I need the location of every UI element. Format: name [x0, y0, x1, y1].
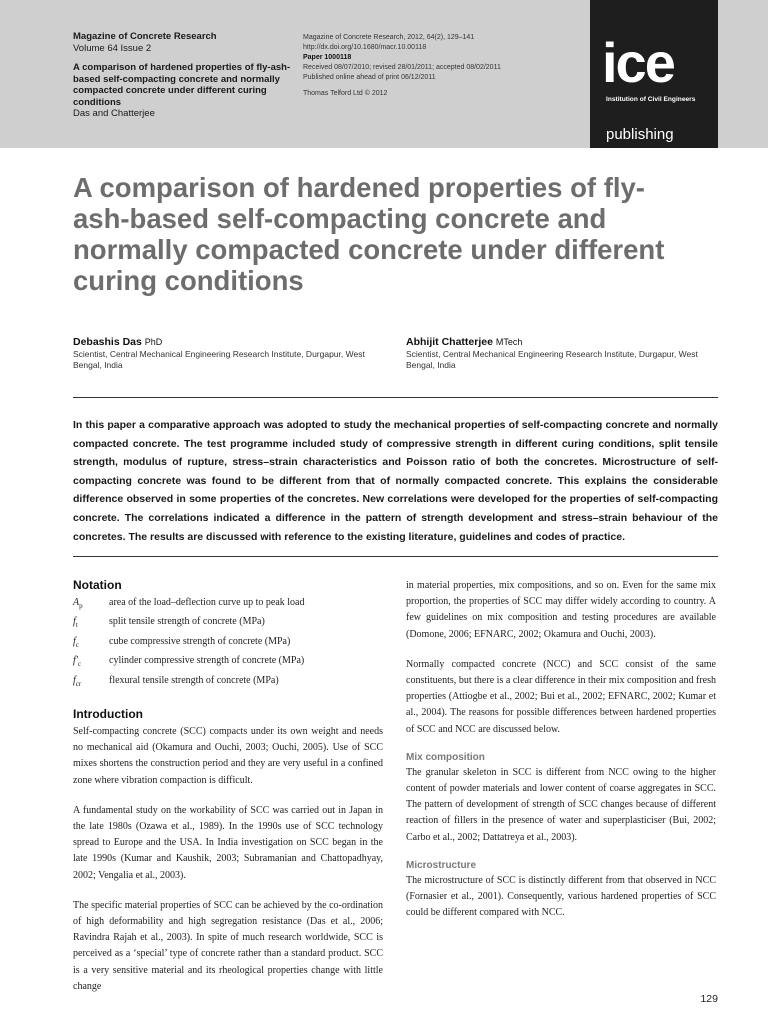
- paper-number: Paper 1000118: [303, 54, 352, 61]
- notation-row: [73, 653, 383, 672]
- notation-desc: flexural tensile strength of concrete (MPa): [109, 674, 279, 686]
- notation-symbol: $f_t$: [73, 616, 78, 630]
- abstract-bottom-rule: [73, 556, 718, 557]
- author-affiliation: Scientist, Central Mechanical Engineering Research Institute, Durgapur, West Bengal, India: [406, 349, 698, 370]
- notation-symbol: $f'_c$: [73, 655, 82, 669]
- page-number: 129: [700, 993, 718, 1005]
- notation-desc: cube compressive strength of concrete (MPa): [109, 635, 291, 647]
- notation-row: [73, 595, 383, 614]
- notation-row: [73, 673, 383, 692]
- mix-composition-heading: Mix composition: [406, 751, 485, 763]
- running-authors: Das and Chatterjee: [73, 108, 155, 119]
- copyright: Thomas Telford Ltd © 2012: [303, 90, 388, 97]
- microstructure-heading: Microstructure: [406, 859, 477, 871]
- notation-row: [73, 634, 383, 653]
- notation-row: [73, 614, 383, 633]
- notation-desc: area of the load–deflection curve up to peak load: [109, 597, 305, 608]
- notation-list: [73, 595, 383, 692]
- logo-publishing: publishing: [606, 126, 674, 143]
- body-paragraph: Normally compacted concrete (NCC) and SCC consist of the same constituents, but there is a clear difference in their mix composition and fresh properties (Attiogbe et al., 2002; Bui et al., 2002; EFNARC, 2002; Kumar et al., 2004). The reasons for possible differences between hardened properties of SCC and NCC are discussed below.: [406, 658, 716, 735]
- ice-publishing-logo: [590, 0, 718, 148]
- logo-word: ice: [602, 31, 674, 94]
- body-paragraph: in material properties, mix compositions, and so on. Even for the same mix proportion, the properties of SCC may differ widely according to country. A few guidelines on mix composition and testing procedures are available (Domone, 2006; EFNARC, 2002; Okamura and Ouchi, 2003).: [406, 580, 716, 640]
- header-band: [0, 0, 768, 148]
- author-1: [73, 336, 383, 371]
- notation-heading: Notation: [73, 578, 122, 592]
- author-name: Abhijit Chatterjee: [406, 336, 493, 348]
- notation-symbol: $A_p$: [73, 597, 83, 610]
- abstract: In this paper a comparative approach was adopted to study the mechanical properties of self-compacting concrete and normally compacted concrete. The test programme included study of compressive strength in different curing conditions, split tensile strength, modulus of rupture, stress–strain characteristics and Poisson ratio of both the concretes. Microstructure of self-compacting concrete was found to be different from that of normally compacted concrete. This explains the considerable difference observed in some properties of the concretes. New correlations were developed for the properties of self-compacting concrete. The correlations indicated a difference in the pattern of strength development and stress–strain behaviour of the concretes. The results are discussed with reference to the existing literature, guidelines and codes of practice.: [73, 419, 718, 543]
- abstract-top-rule: [73, 397, 718, 398]
- author-degree: PhD: [144, 337, 163, 347]
- notation-symbol: $f_c$: [73, 635, 79, 649]
- paper-title: A comparison of hardened properties of fly-ash-based self-compacting concrete and normally compacted concrete under different curing conditions: [73, 172, 665, 296]
- intro-paragraph: A fundamental study on the workability of SCC was carried out in Japan in the late 1980s (Ozawa et al., 1989). In the 1990s use of SCC technology spread to Europe and the USA. In India investigation on SCC began in the late 1990s (Kumar and Kaushik, 2003; Subramanian and Chattopadhyay, 2002; Vengalia et al., 2003).: [73, 804, 383, 881]
- intro-paragraph: Self-compacting concrete (SCC) compacts under its own weight and needs no mechanical aid (Okamura and Ouchi, 2003; Ouchi, 2005). Use of SCC mixes shortens the construction period and they are very useful in a confined zone where vibration compaction is difficult.: [73, 726, 383, 786]
- publication-details: [303, 33, 583, 99]
- citation: Magazine of Concrete Research, 2012, 64(2), 129–141: [303, 34, 475, 41]
- microstructure-text: The microstructure of SCC is distinctly different from that observed in NCC (Fornasier et al., 2001). Consequently, various hardened properties of SCC could be different compared with NCC.: [406, 874, 716, 919]
- received-dates: Received 08/07/2010; revised 28/01/2011; accepted 08/02/2011: [303, 64, 501, 71]
- author-2: [406, 336, 716, 371]
- notation-desc: cylinder compressive strength of concrete (MPa): [109, 655, 305, 667]
- journal-info: [73, 31, 295, 120]
- introduction-heading: Introduction: [73, 707, 143, 722]
- doi-link[interactable]: http://dx.doi.org/10.1680/macr.10.00118: [303, 44, 427, 51]
- logo-institution: Institution of Civil Engineers: [606, 96, 696, 103]
- right-column: [406, 578, 716, 935]
- journal-name: Magazine of Concrete Research: [73, 31, 217, 42]
- published-date: Published online ahead of print 06/12/2011: [303, 74, 436, 81]
- left-column: [73, 578, 383, 1009]
- mix-composition-text: The granular skeleton in SCC is different from NCC owing to the higher content of powder materials and lower content of coarse aggregates in SCC. The pattern of development of strength of SCC changes because of different reaction of fillers in the presence of water and superplasticiser (Bui, 2002; Carbo et al., 2002; Dattatreya et al., 2003).: [406, 766, 716, 843]
- volume-issue: Volume 64 Issue 2: [73, 42, 152, 54]
- notation-symbol: $f_{cr}$: [73, 674, 82, 688]
- intro-paragraph: The specific material properties of SCC can be achieved by the co-ordination of high deformability and high segregation resistance (Das et al., 2006; Ravindra Rajah et al., 2003). In spite of much research worldwide, SCC is perceived as a ‘special’ type of concrete rather than a standard product. SCC is a very sensitive material and its rheological properties change with little change: [73, 899, 383, 992]
- author-affiliation: Scientist, Central Mechanical Engineering Research Institute, Durgapur, West Bengal, India: [73, 349, 365, 370]
- notation-desc: split tensile strength of concrete (MPa): [109, 616, 265, 628]
- author-degree: MTech: [495, 337, 523, 347]
- author-name: Debashis Das: [73, 336, 142, 348]
- running-title: A comparison of hardened properties of fly-ash-based self-compacting concrete and normally compacted concrete under different curing conditions: [73, 62, 291, 108]
